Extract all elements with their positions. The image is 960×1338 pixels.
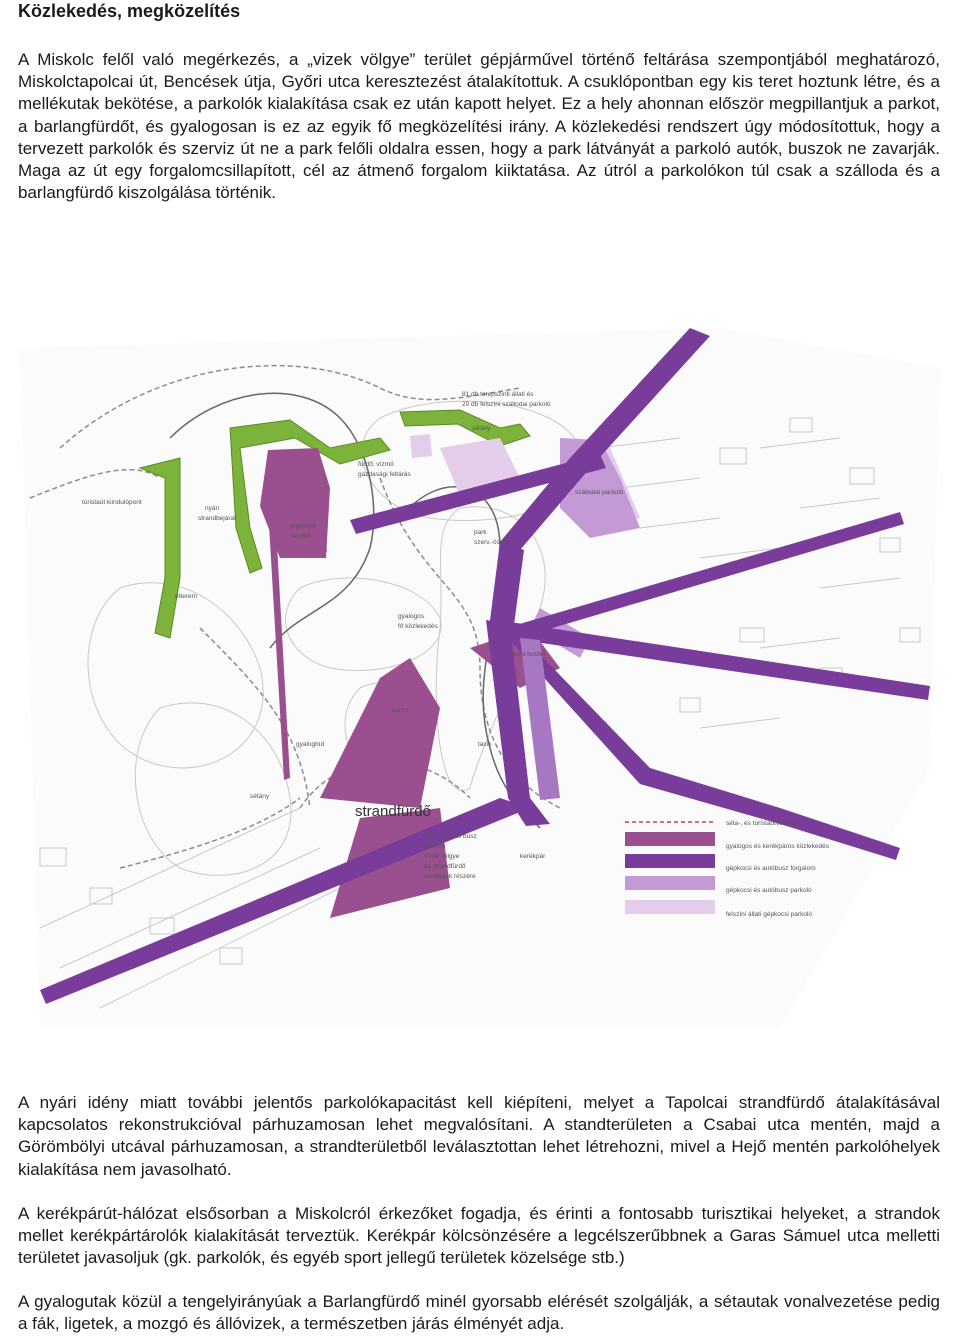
legend-label-4: felszíni állati gépkocsi parkoló bbox=[726, 911, 812, 918]
paragraph-parking: A nyári idény miatt további jelentős parkolókapacitást kell kiépíteni, melyet a Tapolcai strandfürdő átalakításával kapcsolatos rekonstrukcióval párhuzamosan lehet megvalósítani. A standterületen a Csabai utca mentén, majd a Görömbölyi utcával párhuzamosan, a strandterületből leválasztottan lehet létrehozni, mivel a Hejő mentén parkolóhelyek kialakítása nem javasolható. bbox=[18, 1093, 940, 1179]
legend-swatch-pedestrian bbox=[625, 832, 715, 846]
label-regeszeti-2: terület bbox=[292, 533, 311, 540]
label-regeszeti-1: régészeti bbox=[290, 523, 317, 530]
label-bus-1: 200 gk és 10 busz bbox=[424, 833, 477, 840]
legend-swatch-parking bbox=[625, 876, 715, 890]
label-nyari-2: strandbejárat bbox=[198, 515, 236, 522]
label-turistaut: túristaút kiindulópont bbox=[82, 499, 142, 506]
label-bus-3: vizek völgye bbox=[424, 853, 460, 860]
label-bus-2: parkoló bbox=[424, 843, 446, 850]
label-szallodai: szállodai parkoló bbox=[575, 489, 624, 496]
label-park-1: park bbox=[474, 529, 487, 536]
legend-label-3: gépkocsi és autóbusz parkoló bbox=[726, 887, 812, 894]
label-parking-top-2: 20 db felszíni szállodai parkoló bbox=[462, 401, 551, 408]
label-nyari-1: nyári bbox=[205, 505, 220, 512]
label-taxik: taxik bbox=[478, 741, 492, 748]
label-varosi: városi terület bbox=[508, 651, 546, 658]
label-korzo: korzó bbox=[392, 707, 408, 714]
page-title: Közlekedés, megközelítés bbox=[18, 1, 241, 21]
label-setany: sétány bbox=[250, 793, 270, 800]
traffic-site-plan bbox=[0, 328, 960, 1048]
label-strandfurdo: strandfürdő bbox=[355, 803, 431, 820]
legend-swatch-surface bbox=[625, 900, 715, 914]
label-bus-4: és strandfürdő bbox=[424, 863, 466, 870]
label-parking-top-1: 81 db terepszinti állati és bbox=[462, 391, 534, 398]
legend-label-0: séta-, és túristaútvonalak bbox=[726, 820, 799, 827]
label-furdo-vizmu-2: gazdasági feltárás bbox=[358, 471, 411, 478]
label-park-2: szerv.-ösvény bbox=[474, 539, 514, 546]
label-gyalogos-2: fő közlekedés bbox=[398, 623, 438, 630]
paragraph-walkways: A gyalogutak közül a tengelyirányúak a Barlangfürdő minél gyorsabb elérését szolgálják, a sétautak vonalvezetése pedig a fák, ligetek, a mozgó és állóvizek, a természetben járás élményét adja. bbox=[18, 1292, 940, 1334]
label-bus-5: vendégek részére bbox=[424, 873, 476, 880]
label-gyaloghid: gyaloghíd bbox=[296, 741, 325, 748]
label-etterem: étterem bbox=[175, 593, 198, 600]
legend-label-2: gépkocsi és autóbusz forgalom bbox=[726, 865, 816, 872]
label-furdo-vizmu-1: fürdő, vízmű bbox=[358, 461, 394, 468]
label-gyalogos-1: gyalogos bbox=[398, 613, 425, 620]
paragraph-bicycle: A kerékpárút-hálózat elsősorban a Miskolcról érkezőket fogadja, és érinti a fontosabb turisztikai helyeket, a strandok mellet kerékpártárolók kialakítását terveztük. Kerékpár kölcsönzésére a legcélszerűbbnek a Garas Sámuel utca melletti területet javasoljuk (gk. parkolók, és egyéb sport jellegű területek közelsége stb.) bbox=[18, 1204, 940, 1268]
legend-label-1: gyalogos és kerékpáros közlekedés bbox=[726, 843, 829, 850]
legend-swatch-vehicle bbox=[625, 854, 715, 868]
label-kerekpar: kerékpár bbox=[520, 853, 546, 860]
label-sikany: sikány bbox=[472, 425, 491, 432]
paragraph-intro: A Miskolc felől való megérkezés, a „vizek völgye” terület gépjárművel történő feltárása szempontjából meghatározó, Miskolctapolcai út, Bencések útja, Győri utca keresztezést átalakítottuk. A csuklópontban egy kis teret hoztunk létre, és a mellékutak bekötése, a parkolók kialakítása csak ez után kapott helyet. Ez a hely ahonnan először megpillantjuk a parkot, a barlangfürdőt, és gyalogosan is ez az egyik fő megközelítési irány. A közlekedési rendszert úgy módosítottuk, hogy a tervezett parkolók és szerviz út ne a park felőli oldalra essen, hogy a park látványát a parkoló autók, buszok ne zavarják. Maga az út egy forgalomcsillapított, cél az átmenő forgalom kiiktatása. Az útról a parkolókon túl csak a szálloda és a barlangfürdő kiszolgálása történik. bbox=[18, 50, 940, 203]
